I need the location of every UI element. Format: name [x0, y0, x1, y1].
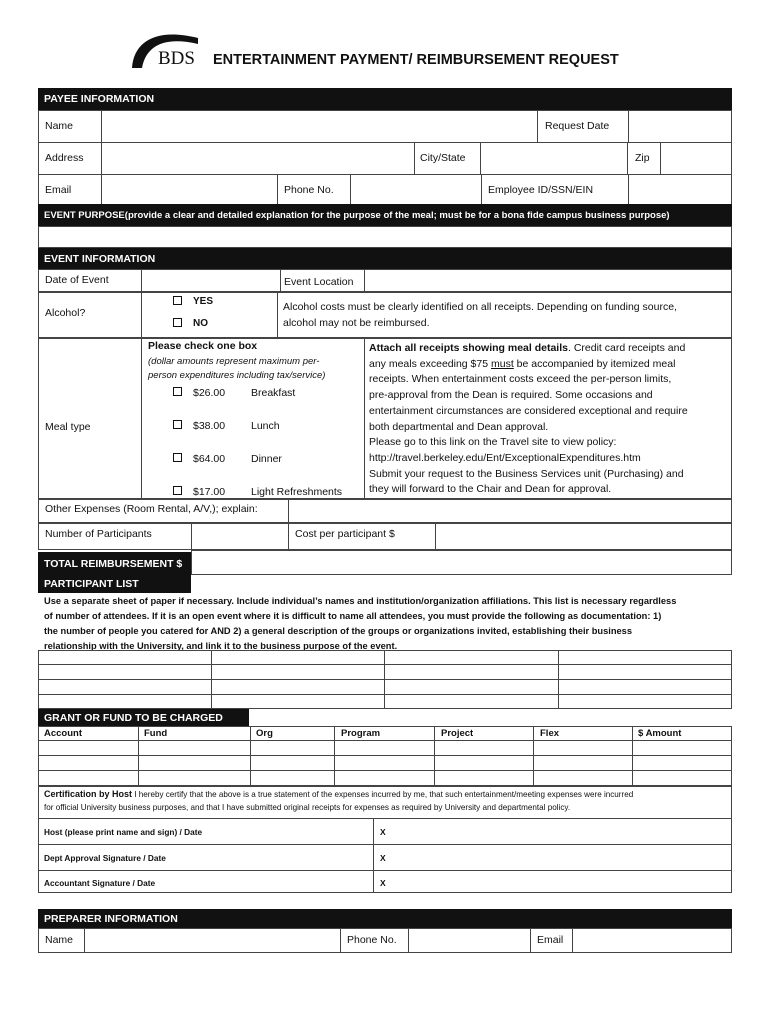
request-date-field[interactable] [629, 111, 731, 141]
preparer-phone-label: Phone No. [347, 934, 397, 946]
meal-amount: $26.00 [193, 387, 226, 399]
email-field[interactable] [102, 175, 276, 204]
meal-amount: $38.00 [193, 420, 226, 432]
num-participants-field[interactable] [192, 524, 287, 549]
cost-per-field[interactable] [436, 524, 731, 549]
grant-col-org: Org [256, 728, 273, 739]
meal-name: Light Refreshments [251, 486, 343, 498]
total-reimbursement-label [38, 552, 191, 575]
date-of-event-label: Date of Event [45, 274, 109, 286]
payee-header [38, 88, 732, 110]
grant-col-program: Program [341, 728, 381, 739]
address-label: Address [45, 152, 84, 164]
accountant-sign-label: Accountant Signature / Date [44, 878, 156, 888]
policy-link[interactable]: http://travel.berkeley.edu/Ent/ExceptionalExpenditures.htm [369, 451, 641, 464]
participant-text-line: of number of attendees. If it is an open event where it is difficult to name all attendees, you must provide the following as documentation: 1) [44, 611, 662, 621]
address-field[interactable] [102, 143, 413, 173]
grant-col-project: Project [441, 728, 474, 739]
certification-line2: for official University business purposes, and that I have submitted original receipts for expenses as required by University and departmental policy. [44, 803, 571, 812]
employee-id-label: Employee ID/SSN/EIN [488, 184, 594, 196]
meal-name: Lunch [251, 420, 280, 432]
event-location-label: Event Location [284, 276, 354, 288]
certification-title: Certification by Host [44, 789, 133, 799]
zip-field[interactable] [661, 143, 731, 173]
meal-type-label: Meal type [45, 421, 91, 433]
meal-refreshments-checkbox[interactable] [173, 486, 182, 495]
preparer-name-field[interactable] [85, 929, 339, 952]
event-location-field[interactable] [365, 270, 731, 291]
alcohol-note-line2: alcohol may not be reimbursed. [283, 317, 430, 329]
alcohol-no-label: NO [193, 318, 208, 329]
host-sign-label: Host (please print name and sign) / Date [44, 827, 203, 837]
participant-text-line: the number of people you catered for AND 2) a general description of the groups or organizations invited, establishing their business [44, 626, 633, 636]
event-purpose-field[interactable] [38, 226, 732, 248]
preparer-email-label: Email [537, 934, 564, 946]
grant-col-flex: Flex [540, 728, 560, 739]
preparer-header-text: PREPARER INFORMATION [44, 912, 178, 925]
logo-text: BDS [158, 48, 195, 69]
dept-signature-field[interactable] [390, 845, 731, 869]
other-expenses-field[interactable] [289, 500, 731, 522]
name-label: Name [45, 120, 74, 132]
preparer-phone-field[interactable] [409, 929, 529, 952]
host-signature-field[interactable] [390, 819, 731, 843]
participant-list-header [38, 575, 191, 593]
participant-header-text: PARTICIPANT LIST [44, 578, 139, 590]
event-purpose-instructions: (provide a clear and detailed explanation for the purpose of the meal; must be for a bona fide campus business purpose) [124, 209, 670, 221]
alcohol-yes-checkbox[interactable] [173, 296, 182, 305]
event-info-header [38, 248, 732, 269]
receipts-line: Submit your request to the Business Services unit (Purchasing) and [369, 467, 684, 480]
payee-header-text: PAYEE INFORMATION [44, 93, 155, 105]
request-date-label: Request Date [545, 120, 610, 132]
total-label-text: TOTAL REIMBURSEMENT $ [44, 557, 183, 570]
receipts-line: be accompanied by itemized meal [513, 357, 676, 370]
certification-text [44, 788, 728, 814]
grant-table[interactable] [38, 726, 732, 786]
certification-line1: I hereby certify that the above is a true statement of the expenses incurred by me, that such entertainment/meeting expenses were incurred [132, 790, 634, 799]
date-of-event-field[interactable] [142, 270, 279, 291]
event-purpose-header [38, 204, 732, 226]
receipts-line: pre-approval from the Dean is required. Some occasions and [369, 389, 653, 402]
receipts-line: receipts. When entertainment costs exceed the per-person limits, [369, 373, 672, 386]
alcohol-no-checkbox[interactable] [173, 318, 182, 327]
meal-name: Breakfast [251, 387, 296, 399]
host-sign-mark: X [380, 827, 386, 837]
meal-amount: $17.00 [193, 486, 226, 498]
meal-dinner-checkbox[interactable] [173, 453, 182, 462]
receipts-instructions [369, 341, 725, 498]
participant-text-line: Use a separate sheet of paper if necessary. Include individual’s names and institution/organization affiliations. This list is necessary regardless [44, 596, 677, 606]
other-expenses-label: Other Expenses (Room Rental, A/V,); explain: [45, 503, 258, 515]
receipts-line: any meals exceeding $75 [369, 357, 491, 370]
meal-amount: $64.00 [193, 453, 226, 465]
grant-col-amount: $ Amount [638, 728, 682, 739]
accountant-sign-mark: X [380, 878, 386, 888]
dollar-note-line2: person expenditures including tax/service) [148, 370, 326, 381]
grant-col-fund: Fund [144, 728, 168, 739]
dept-approval-mark: X [380, 853, 386, 863]
preparer-email-field[interactable] [573, 929, 731, 952]
receipts-must: must [491, 357, 514, 370]
event-info-header-text: EVENT INFORMATION [44, 252, 156, 265]
dept-approval-label: Dept Approval Signature / Date [44, 853, 166, 863]
receipts-line: . Credit card receipts and [567, 342, 686, 354]
accountant-signature-field[interactable] [390, 871, 731, 892]
event-purpose-title: EVENT PURPOSE [44, 209, 125, 221]
receipts-line: they will forward to the Chair and Dean for approval. [369, 483, 612, 496]
alcohol-note-line1: Alcohol costs must be clearly identified on all receipts. Depending on funding source, [283, 301, 677, 313]
phone-label: Phone No. [284, 184, 334, 196]
form-title: ENTERTAINMENT PAYMENT/ REIMBURSEMENT REQUEST [213, 52, 619, 68]
meal-breakfast-checkbox[interactable] [173, 387, 182, 396]
cost-per-label: Cost per participant $ [295, 528, 395, 540]
preparer-header [38, 909, 732, 928]
employee-id-field[interactable] [629, 175, 731, 204]
meal-lunch-checkbox[interactable] [173, 420, 182, 429]
dollar-note-line1: (dollar amounts represent maximum per- [148, 356, 320, 367]
email-label: Email [45, 184, 72, 196]
participant-text-line: relationship with the University, and link it to the business purpose of the event. [44, 641, 398, 651]
grant-header [38, 709, 249, 726]
preparer-name-label: Name [45, 934, 74, 946]
receipts-line: Please go to this link on the Travel site to view policy: [369, 436, 617, 449]
participant-instructions [44, 594, 676, 654]
total-reimbursement-field[interactable] [191, 550, 732, 575]
receipts-bold-text: Attach all receipts showing meal details [369, 342, 568, 354]
alcohol-yes-label: YES [193, 296, 214, 307]
meal-name: Dinner [251, 453, 282, 465]
grant-col-account: Account [44, 728, 82, 739]
alcohol-label: Alcohol? [45, 307, 86, 319]
city-state-label: City/State [420, 152, 466, 164]
name-field[interactable] [102, 111, 536, 141]
phone-field[interactable] [351, 175, 480, 204]
zip-label: Zip [635, 152, 650, 164]
num-participants-label: Number of Participants [45, 528, 152, 540]
city-state-field[interactable] [481, 143, 626, 173]
grant-header-text: GRANT OR FUND TO BE CHARGED [44, 711, 223, 724]
receipts-line: entertainment circumstances are considered exceptional and require [369, 404, 688, 417]
check-one-label: Please check one box [148, 340, 258, 352]
receipts-line: both departmental and Dean approval. [369, 420, 549, 433]
